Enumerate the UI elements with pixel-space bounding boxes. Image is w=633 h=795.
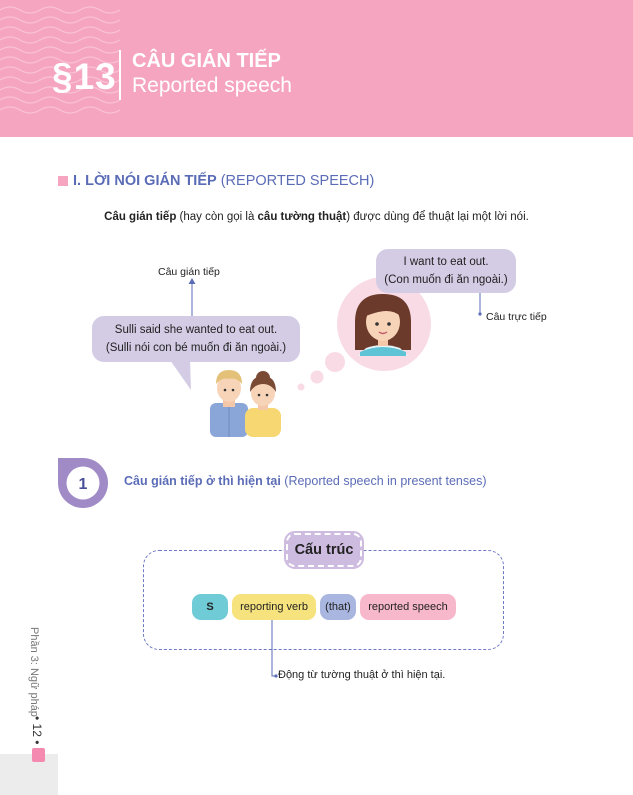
page-marker-icon xyxy=(32,748,45,762)
indirect-bubble-line-2: (Sulli nói con bé muốn đi ăn ngoài.) xyxy=(105,342,287,354)
structure-part-reporting-verb: reporting verb xyxy=(232,594,316,620)
side-chapter-label: Phần 3: Ngữ pháp xyxy=(28,627,40,717)
intro-term-2: câu tường thuật xyxy=(257,211,347,223)
topic-title xyxy=(124,474,486,488)
direct-arrow-icon xyxy=(478,293,481,316)
direct-bubble-line-1: I want to eat out. xyxy=(403,256,489,268)
structure-part-that: (that) xyxy=(320,594,356,620)
intro-text-1: (hay còn gọi là xyxy=(176,211,258,223)
indirect-bubble-tail xyxy=(170,360,191,390)
verb-note: Động từ tường thuật ở thì hiện tại. xyxy=(278,669,446,681)
header-title-vietnamese: CÂU GIÁN TIẾP xyxy=(132,50,281,72)
indirect-bubble-line-1: Sulli said she wanted to eat out. xyxy=(114,324,278,336)
footer-tab xyxy=(0,754,58,795)
section-heading-rest: (REPORTED SPEECH) xyxy=(216,173,375,189)
topic-title-rest: (Reported speech in present tenses) xyxy=(280,474,487,488)
indirect-speech-bubble xyxy=(92,316,300,362)
structure-title: Cấu trúc xyxy=(286,533,362,567)
intro-term-1: Câu gián tiếp xyxy=(104,211,177,223)
topic-number: 1 xyxy=(78,476,88,493)
direct-speech-label: Câu trực tiếp xyxy=(486,311,547,323)
intro-text-2: ) được dùng để thuật lại một lời nói. xyxy=(346,211,529,223)
header-title-english: Reported speech xyxy=(132,74,292,97)
topic-number-badge xyxy=(56,456,110,510)
structure-part-subject: S xyxy=(192,594,228,620)
topic-title-bold: Câu gián tiếp ở thì hiện tại xyxy=(124,474,281,488)
indirect-speech-label: Câu gián tiếp xyxy=(158,266,220,278)
girl-avatar-icon xyxy=(355,294,411,356)
direct-speech-bubble xyxy=(376,249,516,293)
section-heading-bold: I. LỜI NÓI GIÁN TIẾP xyxy=(73,173,217,189)
section-number: §13 xyxy=(52,56,117,97)
indirect-arrow-icon xyxy=(189,278,196,316)
page-number: • 12 • xyxy=(30,716,44,745)
direct-bubble-line-2: (Con muốn đi ăn ngoài.) xyxy=(384,274,508,286)
couple-icon xyxy=(210,370,281,437)
structure-part-reported-speech: reported speech xyxy=(360,594,456,620)
